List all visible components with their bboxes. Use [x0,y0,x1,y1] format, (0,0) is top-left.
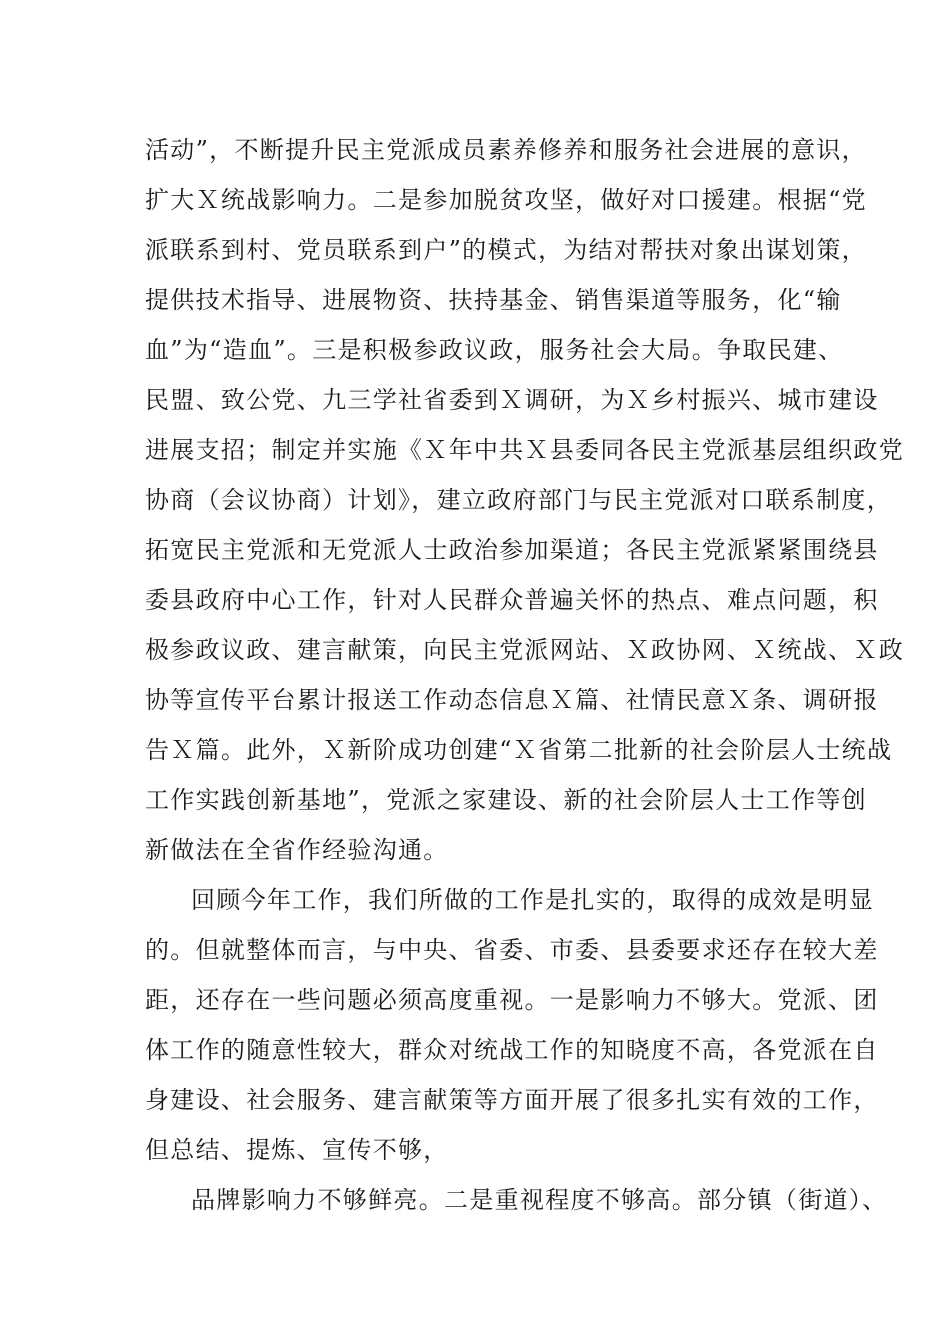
paragraph-1-line-10: 委县政府中心工作，针对人民群众普遍关怀的热点、难点问题，积 [145,586,879,614]
paragraph-1-line-14: 工作实践创新基地”，党派之家建设、新的社会阶层人士工作等创 [145,786,867,814]
paragraph-3-line-1: 品牌影响力不够鲜亮。二是重视程度不够高。部分镇（街道）、 [191,1186,888,1214]
paragraph-1-line-15: 新做法在全省作经验沟通。 [145,836,449,864]
paragraph-2-line-1: 回顾今年工作，我们所做的工作是扎实的，取得的成效是明显 [191,886,875,914]
paragraph-1-line-13: 告Ｘ篇。此外，Ｘ新阶成功创建“Ｘ省第二批新的社会阶层人士统战 [145,736,893,764]
paragraph-1-line-1: 活动”，不断提升民主党派成员素养修养和服务社会进展的意识， [145,136,867,164]
paragraph-2-line-2: 的。但就整体而言，与中央、省委、市委、县委要求还存在较大差 [145,936,879,964]
paragraph-1-line-7: 进展支招；制定并实施《Ｘ年中共Ｘ县委同各民主党派基层组织政党 [145,436,904,464]
paragraph-1-line-3: 派联系到村、党员联系到户”的模式，为结对帮扶对象出谋划策， [145,236,867,264]
paragraph-2-line-6: 但总结、提炼、宣传不够， [145,1136,449,1164]
paragraph-2-line-5: 身建设、社会服务、建言献策等方面开展了很多扎实有效的工作， [145,1086,879,1114]
paragraph-1-line-8: 协商（会议协商）计划》，建立政府部门与民主党派对口联系制度， [145,486,892,514]
paragraph-1-line-5: 血”为“造血”。三是积极参政议政，服务社会大局。争取民建、 [145,336,844,364]
paragraph-1-line-9: 拓宽民主党派和无党派人士政治参加渠道；各民主党派紧紧围绕县 [145,536,879,564]
paragraph-2-line-3: 距，还存在一些问题必须高度重视。一是影响力不够大。党派、团 [145,986,879,1014]
paragraph-1-line-4: 提供技术指导、进展物资、扶持基金、销售渠道等服务，化“输 [145,286,842,314]
paragraph-2-line-4: 体工作的随意性较大，群众对统战工作的知晓度不高，各党派在自 [145,1036,879,1064]
paragraph-1-line-12: 协等宣传平台累计报送工作动态信息Ｘ篇、社情民意Ｘ条、调研报 [145,686,879,714]
paragraph-1-line-6: 民盟、致公党、九三学社省委到Ｘ调研，为Ｘ乡村振兴、城市建设 [145,386,879,414]
paragraph-1-line-2: 扩大Ｘ统战影响力。二是参加脱贫攻坚，做好对口援建。根据“党 [145,186,867,214]
paragraph-1-line-11: 极参政议政、建言献策，向民主党派网站、Ｘ政协网、Ｘ统战、Ｘ政 [145,636,904,664]
